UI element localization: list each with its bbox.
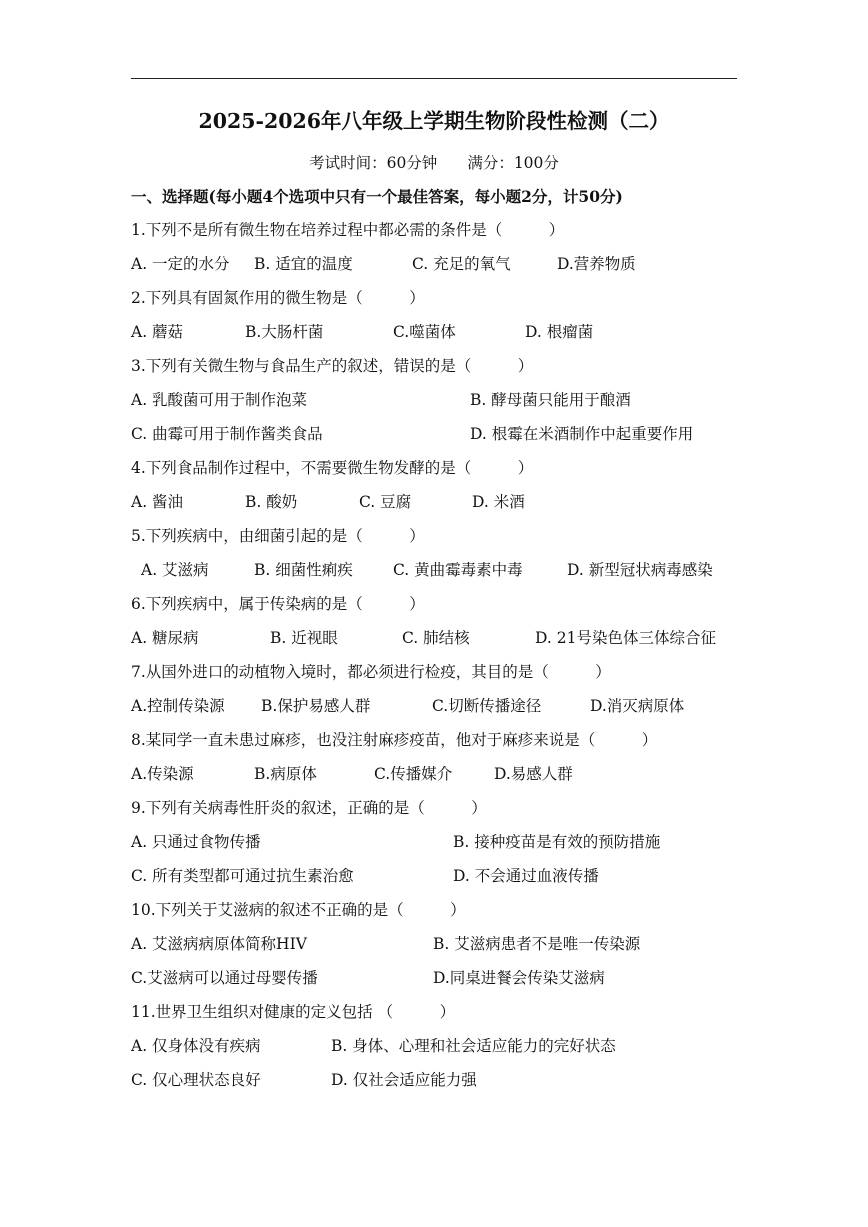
full-score: 满分：100分	[467, 154, 559, 172]
option-b: B.病原体	[254, 765, 317, 783]
option-b: B. 酵母菌只能用于酿酒	[470, 391, 631, 409]
option-a: A.传染源	[131, 765, 194, 783]
option-d: D. 仅社会适应能力强	[331, 1071, 477, 1089]
option-c: C.艾滋病可以通过母婴传播	[131, 969, 318, 987]
option-d: D.同桌进餐会传染艾滋病	[433, 969, 605, 987]
exam-title: 2025-2026年八年级上学期生物阶段性检测（二）	[198, 109, 670, 133]
option-c: C. 豆腐	[359, 493, 412, 511]
option-b: B. 适宜的温度	[254, 255, 353, 273]
option-d: D.营养物质	[557, 255, 636, 273]
question-stem: 5.下列疾病中，由细菌引起的是（ ）	[131, 527, 425, 545]
question-stem: 1.下列不是所有微生物在培养过程中都必需的条件是（ ）	[131, 221, 565, 239]
option-c: C. 黄曲霉毒素中毒	[393, 561, 523, 579]
option-c: C. 仅心理状态良好	[131, 1071, 261, 1089]
option-c: C. 所有类型都可通过抗生素治愈	[131, 867, 354, 885]
question-stem: 2.下列具有固氮作用的微生物是（ ）	[131, 289, 425, 307]
option-a: A. 仅身体没有疾病	[131, 1037, 261, 1055]
option-a: A. 蘑菇	[131, 323, 184, 341]
question-stem: 4.下列食品制作过程中，不需要微生物发酵的是（ ）	[131, 459, 534, 477]
option-b: B. 近视眼	[270, 629, 338, 647]
option-c: C.噬菌体	[393, 323, 456, 341]
section-heading: 一、选择题(每小题4个选项中只有一个最佳答案，每小题2分，计50分)	[131, 187, 623, 206]
option-d: D. 米酒	[472, 493, 525, 511]
option-a: A. 糖尿病	[131, 629, 199, 647]
option-a: A. 艾滋病	[141, 561, 209, 579]
option-b: B. 细菌性痢疾	[254, 561, 353, 579]
option-b: B. 酸奶	[245, 493, 298, 511]
option-b: B. 艾滋病患者不是唯一传染源	[433, 935, 641, 953]
option-d: D. 根霉在米酒制作中起重要作用	[470, 425, 694, 443]
option-d: D. 不会通过血液传播	[453, 867, 599, 885]
option-a: A. 一定的水分	[131, 255, 230, 273]
option-c: C. 充足的氧气	[412, 255, 511, 273]
question-stem: 6.下列疾病中，属于传染病的是（ ）	[131, 595, 425, 613]
option-c: C.传播媒介	[374, 765, 453, 783]
option-c: C. 曲霉可用于制作酱类食品	[131, 425, 323, 443]
question-stem: 3.下列有关微生物与食品生产的叙述，错误的是（ ）	[131, 357, 534, 375]
option-b: B. 身体、心理和社会适应能力的完好状态	[331, 1037, 616, 1055]
header-rule	[131, 78, 737, 79]
option-d: D. 根瘤菌	[525, 323, 594, 341]
option-a: A. 只通过食物传播	[131, 833, 261, 851]
option-a: A. 艾滋病病原体简称HIV	[131, 935, 307, 953]
option-d: D.消灭病原体	[590, 697, 685, 715]
option-a: A. 酱油	[131, 493, 184, 511]
option-d: D. 新型冠状病毒感染	[567, 561, 713, 579]
option-a: A. 乳酸菌可用于制作泡菜	[131, 391, 308, 409]
question-stem: 8.某同学一直未患过麻疹，也没注射麻疹疫苗，他对于麻疹来说是（ ）	[131, 731, 658, 749]
exam-info	[0, 151, 868, 173]
question-stem: 9.下列有关病毒性肝炎的叙述，正确的是（ ）	[131, 799, 487, 817]
question-stem: 7.从国外进口的动植物入境时，都必须进行检疫，其目的是（ ）	[131, 663, 611, 681]
option-d: D.易感人群	[494, 765, 573, 783]
option-d: D. 21号染色体三体综合征	[535, 629, 716, 647]
option-b: B.保护易感人群	[261, 697, 371, 715]
option-b: B.大肠杆菌	[245, 323, 324, 341]
option-c: C.切断传播途径	[432, 697, 542, 715]
option-b: B. 接种疫苗是有效的预防措施	[453, 833, 661, 851]
option-a: A.控制传染源	[131, 697, 225, 715]
option-c: C. 肺结核	[402, 629, 470, 647]
question-stem: 10.下列关于艾滋病的叙述不正确的是（ ）	[131, 901, 466, 919]
exam-time: 考试时间：60分钟	[309, 154, 438, 172]
question-stem: 11.世界卫生组织对健康的定义包括 （ ）	[131, 1003, 456, 1021]
